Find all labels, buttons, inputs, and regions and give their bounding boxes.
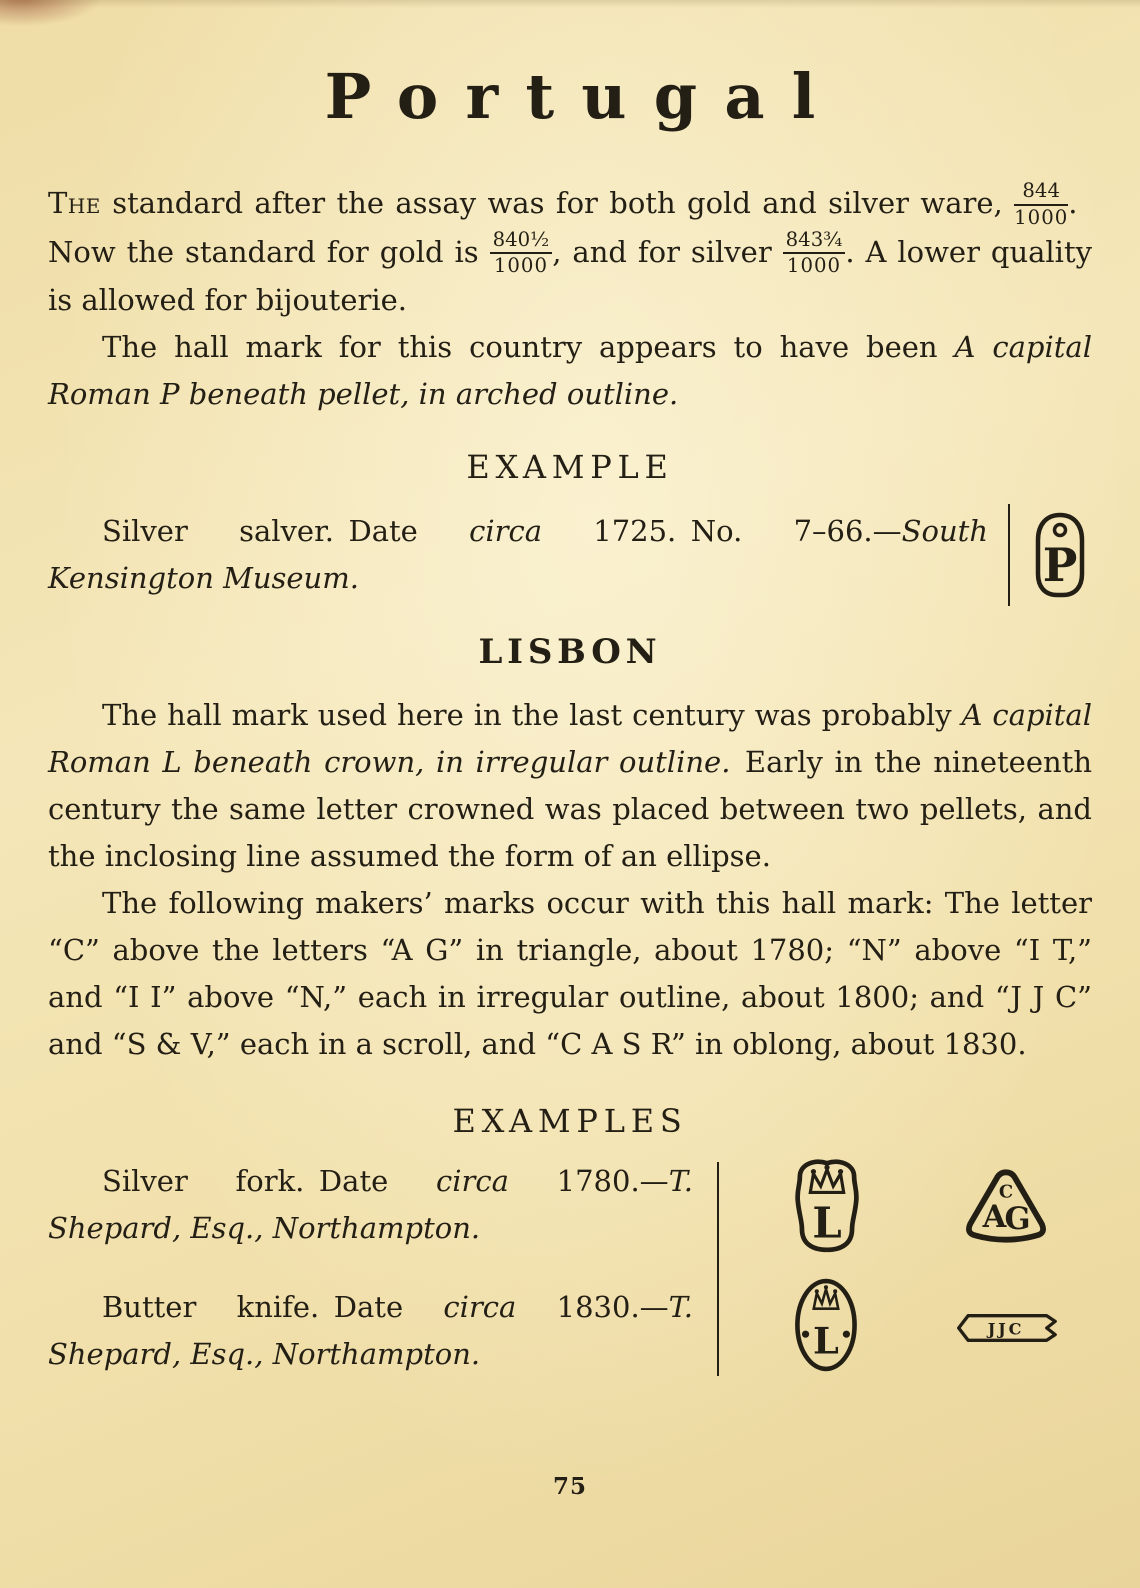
lisbon-paragraph-1 [48,692,1092,880]
mark-letter-p: P [1042,538,1078,592]
mark-letter-l: L [812,1318,839,1363]
scan-edge-shadow [0,0,1140,8]
examples-row [48,1158,1092,1378]
crown-dot [824,1165,829,1170]
knife-text-2: 1830.— [516,1289,669,1324]
salver-text-2: 1725. No. 7–66.— [542,514,902,549]
intro-text-1: standard after the assay was for both gold and silver ware, [100,186,1015,220]
fraction-denominator: 1000 [493,254,548,278]
hallmark-p-arched-icon [1028,511,1092,599]
fraction-844-1000 [1014,181,1068,228]
crown-dot [815,1289,819,1293]
hallmark-crowned-l-ellipse-icon [792,1276,862,1374]
crown-dot [838,1169,843,1174]
lisbon-heading: LISBON [478,632,662,672]
fork-text-1: Silver fork. Date [102,1163,436,1198]
crown-dot [811,1169,816,1174]
page-title: Portugal [324,60,843,133]
mark-letter-c: C [999,1181,1014,1203]
knife-circa: circa [443,1289,517,1324]
fraction-numerator: 843¾ [783,230,846,255]
example-knife-text [48,1284,693,1378]
hallmark-crowned-l-irregular-icon [787,1158,867,1254]
example-salver-row [48,504,1092,606]
fraction-denominator: 1000 [786,254,842,278]
divider-rule-examples [717,1162,719,1376]
intro-text-4: . A lower quality is allowed for bijouterie. [48,234,1092,318]
knife-owner: T. Shepard, Esq., Northampton. [48,1289,693,1371]
hallmarks-grid [741,1158,1092,1374]
example-heading: EXAMPLE [466,448,674,486]
intro-paragraph [48,180,1092,324]
knife-text-1: Butter knife. Date [102,1289,444,1324]
mark-letter-a: A [982,1198,1007,1235]
pellet-right [843,1330,850,1337]
examples-text-column [48,1158,693,1378]
pellet-left [802,1330,809,1337]
hallmark-text: The hall mark for this country appears to have been [102,330,955,365]
example-salver-text [48,508,1008,602]
crown-dot [833,1289,837,1293]
fraction-843-1000 [783,227,846,278]
examples-heading: EXAMPLES [452,1101,688,1140]
fraction-denominator: 1000 [1014,205,1069,229]
divider-rule [1008,504,1010,606]
fraction-numerator: 840½ [490,230,553,255]
fork-circa: circa [436,1163,509,1198]
hallmark-ag-triangle-icon [959,1166,1053,1246]
intro-text-3: , and for silver [552,234,783,269]
crown-dot [824,1285,828,1289]
intro-text-2: . Now the standard for gold is [48,186,1092,269]
example-fork-text [48,1158,693,1252]
mark-letter-l: L [812,1198,842,1248]
lisbon-paragraph-2: The following makers’ marks occur with this hall mark: The letter “C” above the letters “A G” in triangle, about 1780; “N” above “I T,” and “I I” above “N,” each in irregular outline, about 1800; and “J J C” and “S & V,” each in a scroll, and “C A S R” in oblong, about 1830. [48,885,1092,1061]
fork-owner: T. Shepard, Esq., Northampton. [48,1163,693,1245]
fraction-numerator: 844 [1014,181,1068,206]
hallmark-jjc-scroll-icon [953,1307,1059,1349]
salver-text-1: Silver salver. Date [102,514,470,549]
mark-letter-g: G [1004,1200,1031,1237]
pellet [1055,525,1066,536]
salver-circa: circa [469,514,542,549]
mark-letters-jjc: JJC [987,1319,1025,1339]
hallmark-description-italic: A capital Roman P beneath pellet, in arched outline. [48,330,1092,412]
lisbon-p1-text-2: Early in the nineteenth century the same letter crowned was placed between two pellets, and the inclosing line assumed the form of an ellipse. [48,744,1092,873]
fork-text-2: 1780.— [508,1163,669,1198]
lead-word: The [48,186,101,220]
lisbon-p1-text-1: The hall mark used here in the last century was probably [102,698,962,732]
hallmark-paragraph [48,324,1092,418]
salver-museum: South Kensington Museum. [48,514,988,595]
fraction-840-1000 [490,227,553,278]
page-number: 75 [552,1473,587,1500]
lisbon-p1-italic: A capital Roman L beneath crown, in irregular outline. [48,698,1092,779]
